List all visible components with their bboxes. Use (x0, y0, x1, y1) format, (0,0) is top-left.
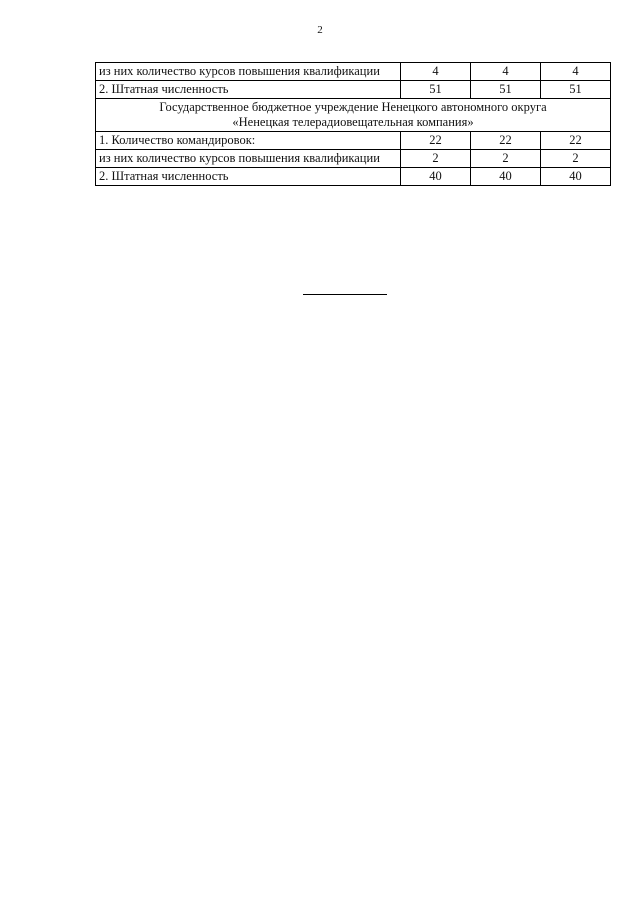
row-label: 1. Количество командировок: (96, 132, 401, 150)
row-value: 2 (541, 150, 611, 168)
data-table (95, 62, 611, 186)
row-value: 51 (541, 81, 611, 99)
row-value: 51 (471, 81, 541, 99)
table-row (96, 168, 611, 186)
row-value: 22 (471, 132, 541, 150)
section-title-line-1: Государственное бюджетное учреждение Ненецкого автономного округа (159, 100, 547, 114)
row-value: 40 (471, 168, 541, 186)
table-row (96, 63, 611, 81)
row-value: 2 (471, 150, 541, 168)
row-value: 40 (541, 168, 611, 186)
section-header (96, 99, 611, 132)
row-value: 22 (541, 132, 611, 150)
row-value: 4 (541, 63, 611, 81)
row-value: 4 (401, 63, 471, 81)
row-value: 4 (471, 63, 541, 81)
table-row (96, 81, 611, 99)
table-row (96, 150, 611, 168)
end-of-document-line (303, 294, 387, 295)
row-label: 2. Штатная численность (96, 81, 401, 99)
row-label: 2. Штатная численность (96, 168, 401, 186)
row-label: из них количество курсов повышения квалификации (96, 63, 401, 81)
row-value: 2 (401, 150, 471, 168)
page-number: 2 (317, 24, 323, 36)
row-label: из них количество курсов повышения квалификации (96, 150, 401, 168)
table-row (96, 132, 611, 150)
row-value: 22 (401, 132, 471, 150)
row-value: 51 (401, 81, 471, 99)
row-value: 40 (401, 168, 471, 186)
section-header-row (96, 99, 611, 132)
section-title-line-2: «Ненецкая телерадиовещательная компания» (232, 115, 474, 129)
